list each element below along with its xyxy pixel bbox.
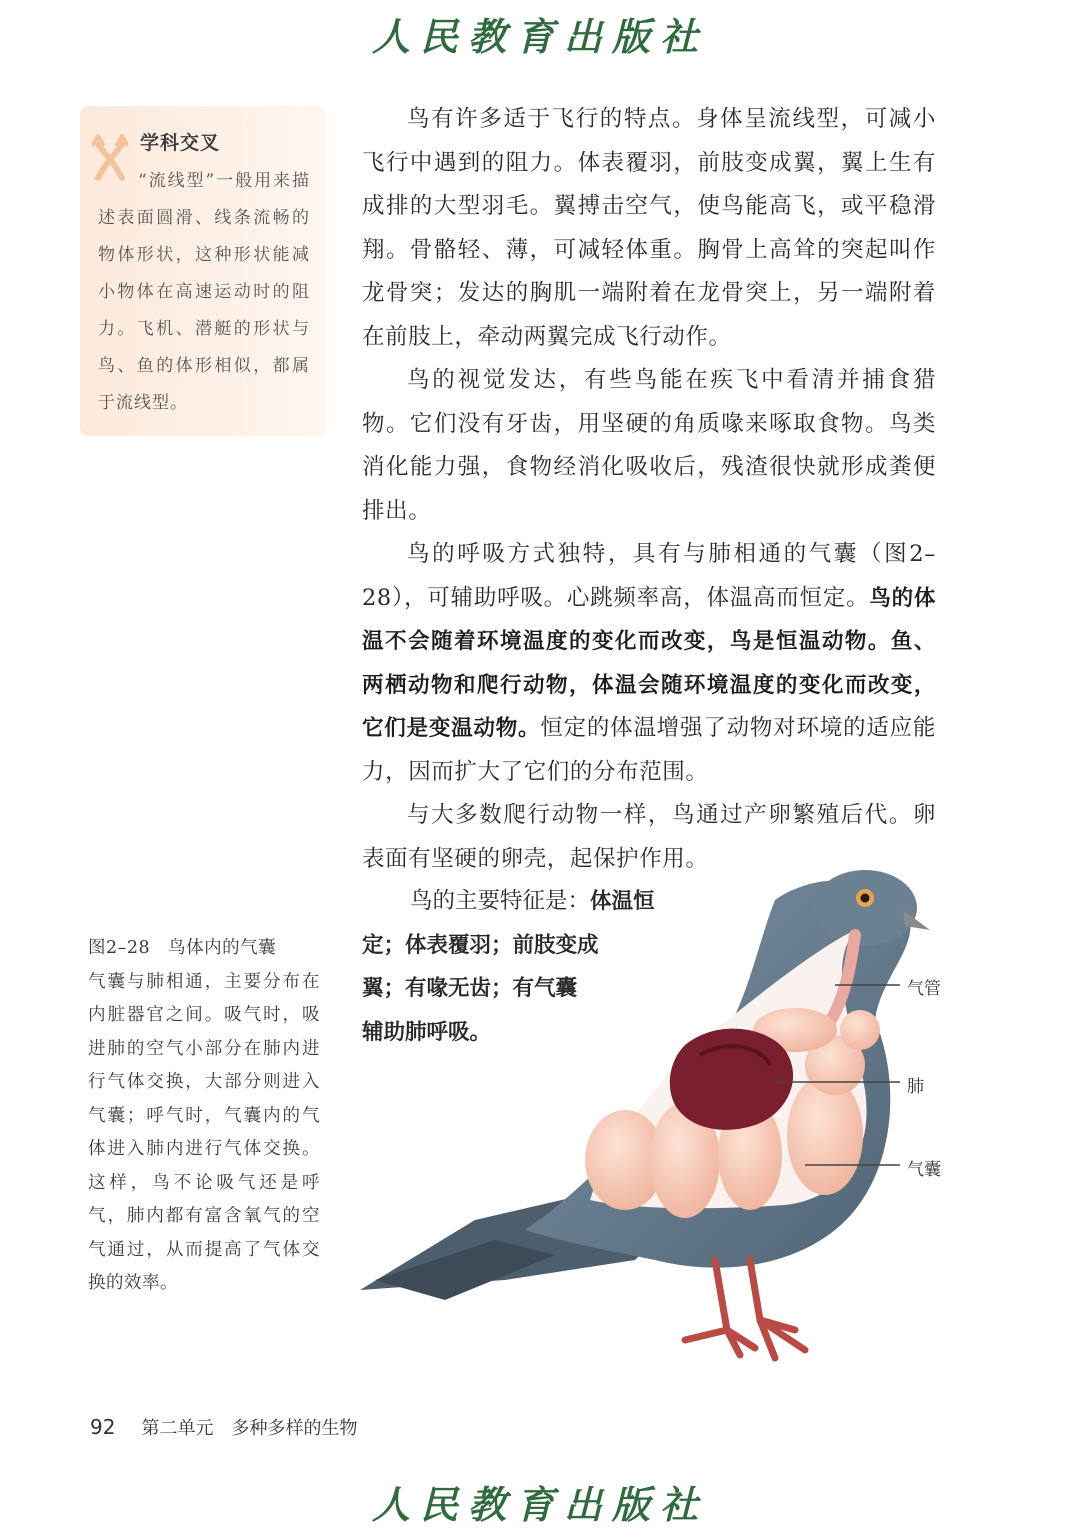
figure-caption [88, 932, 320, 1301]
pigeon-eye [861, 894, 870, 903]
air-sac [840, 1010, 880, 1050]
paragraph-reproduction: 与大多数爬行动物一样，鸟通过产卵繁殖后代。卵表面有坚硬的卵壳，起保护作用。 [362, 802, 936, 872]
page-footer [90, 1414, 357, 1440]
pigeon-head [813, 870, 917, 946]
features-intro: 鸟的主要特征是： [410, 888, 591, 914]
pigeon-leg [685, 1260, 755, 1355]
respiration-bold-text: 鸟的体温不会随着环境温度的变化而改变，鸟是恒温动物。鱼、两栖动物和爬行动物，体温会随环境温度的变化而改变，它们是变温动物。 [362, 585, 936, 741]
sidebar-text: “流线型”一般用来描述表面圆滑、线条流畅的物体形状，这种形状能减小物体在高速运动时的阻力。飞机、潜艇的形状与鸟、鱼的体形相似，都属于流线型。 [98, 171, 310, 413]
respiration-text: 鸟的呼吸方式独特，具有与肺相通的气囊（图2–28），可辅助呼吸。心跳频率高，体温高而恒定。 [362, 541, 936, 611]
features-line-4: 辅助肺呼吸。 [362, 1019, 492, 1045]
pigeon-air-sac-figure [355, 860, 975, 1380]
figure-caption-body: 气囊与肺相通，主要分布在内脏器官之间。吸气时，吸进肺的空气小部分在肺内进行气体交换，大部分则进入气囊；呼气时，气囊内的气体进入肺内进行气体交换。这样，鸟不论吸气还是呼气，肺内都有富含氧气的空气通过，从而提高了气体交换的效率。 [88, 971, 320, 1293]
main-text [362, 98, 936, 881]
label-trachea: 气管 [907, 979, 941, 999]
features-line-2: 定；体表覆羽；前肢变成 [362, 932, 599, 958]
unit-name: 第二单元 [141, 1418, 214, 1439]
page-number: 92 [90, 1415, 116, 1439]
publisher-watermark-top: 人民教育出版社 [371, 14, 708, 59]
label-lung: 肺 [907, 1077, 924, 1097]
pigeon-illustration [355, 860, 975, 1380]
paragraph-flight: 鸟有许多适于飞行的特点。身体呈流线型，可减小飞行中遇到的阻力。体表覆羽，前肢变成翼，翼上生有成排的大型羽毛。翼搏击空气，使鸟能高飞，或平稳滑翔。骨骼轻、薄，可减轻体重。胸骨上高耸的突起叫作龙骨突；发达的胸肌一端附着在龙骨突上，另一端附着在前肢上，牵动两翼完成飞行动作。 [362, 106, 936, 350]
paragraph-vision-digestion: 鸟的视觉发达，有些鸟能在疾飞中看清并捕食猎物。它们没有牙齿，用坚硬的角质喙来啄取食物。鸟类消化能力强，食物经消化吸收后，残渣很快就形成粪便排出。 [362, 367, 936, 524]
features-line-3: 翼；有喙无齿；有气囊 [362, 976, 578, 1001]
respiration-tail-text: 恒定的体温增强了动物对环境的适应能力，因而扩大了它们的分布范围。 [362, 715, 936, 785]
publisher-watermark-bottom: 人民教育出版社 [371, 1482, 708, 1527]
paragraph-respiration [362, 533, 936, 794]
pigeon-leg [750, 1260, 805, 1358]
figure-caption-title: 图2–28 鸟体内的气囊 [88, 938, 277, 958]
sidebar-title: 学科交叉 [140, 132, 221, 154]
features-line-1: 体温恒 [590, 889, 655, 914]
unit-title: 多种多样的生物 [231, 1418, 358, 1439]
label-air-sac: 气囊 [907, 1160, 941, 1180]
